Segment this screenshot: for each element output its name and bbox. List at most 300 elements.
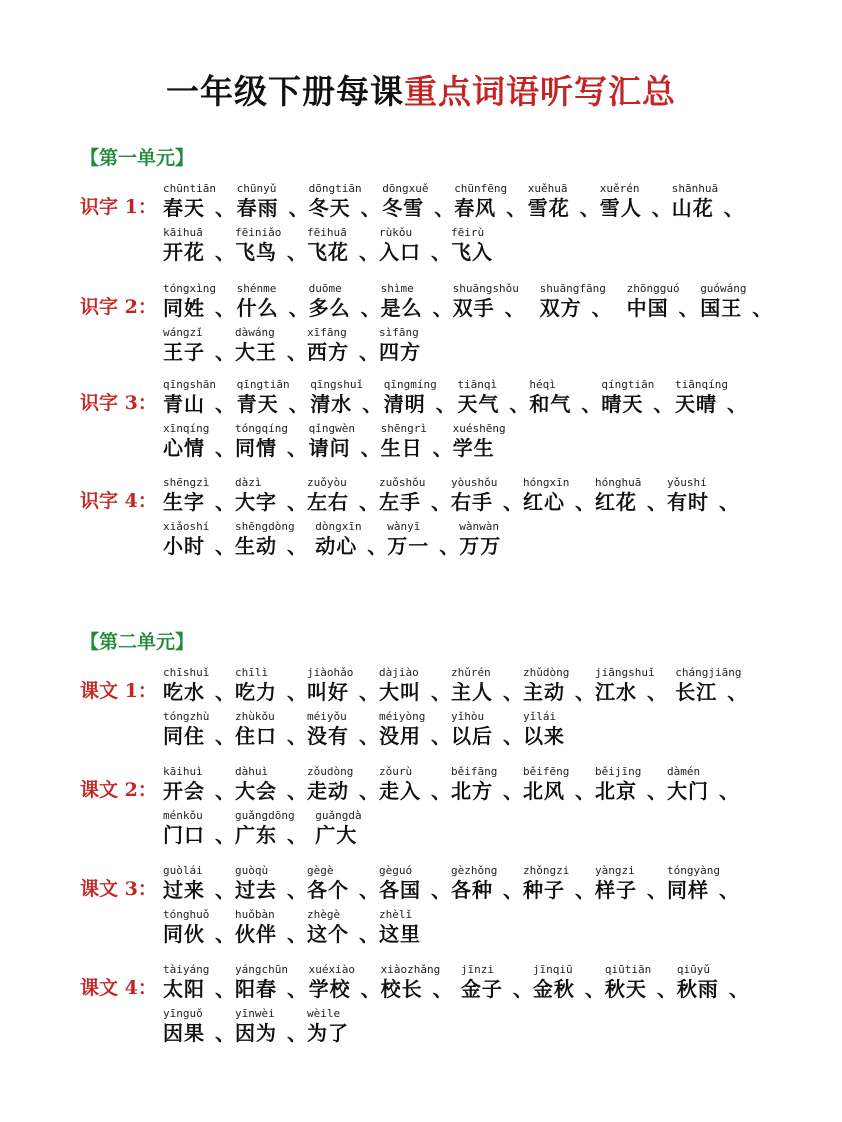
hanzi: 各国: [379, 878, 421, 902]
separator: 、: [647, 490, 667, 514]
pinyin: wèile: [307, 1007, 341, 1020]
separator: 、: [752, 296, 773, 320]
hanzi: 是么: [380, 296, 423, 320]
vocab-word: [163, 226, 215, 268]
hanzi: 过来: [163, 878, 205, 902]
hanzi: 飞花: [307, 240, 349, 264]
hanzi: 飞入: [451, 240, 493, 264]
pinyin: zhǒngzi: [523, 864, 570, 877]
pinyin: jiàohǎo: [307, 666, 354, 679]
hanzi: 长江: [675, 680, 718, 704]
separator: 、: [439, 534, 460, 558]
vocab-word: [457, 378, 509, 420]
pinyin: běifāng: [451, 765, 498, 778]
separator: 、: [503, 724, 523, 748]
pinyin: dàzì: [235, 476, 262, 489]
vocab-word: [384, 378, 438, 420]
pinyin: qīngtiān: [236, 378, 290, 391]
separator: 、: [288, 196, 309, 220]
hanzi: 王子: [163, 340, 205, 364]
hanzi: 没有: [307, 724, 349, 748]
separator: 、: [719, 878, 739, 902]
vocab-word: [672, 182, 724, 224]
separator: 、: [215, 922, 235, 946]
hanzi: 太阳: [163, 977, 205, 1001]
hanzi: 主人: [451, 680, 493, 704]
hanzi: 左右: [307, 490, 349, 514]
pinyin: hóngxīn: [523, 476, 570, 489]
hanzi: 住口: [235, 724, 277, 748]
hanzi: 大叫: [379, 680, 421, 704]
hanzi: 北风: [523, 779, 565, 803]
separator: 、: [215, 436, 235, 460]
hanzi: 吃力: [235, 680, 277, 704]
pinyin: běifēng: [523, 765, 570, 778]
separator: 、: [727, 392, 747, 416]
vocab-word: [307, 666, 359, 708]
pinyin: dōngxuě: [382, 182, 429, 195]
hanzi: 雪人: [599, 196, 642, 220]
vocab-word: [309, 963, 361, 1005]
pinyin: tónghuǒ: [163, 908, 210, 921]
pinyin: dàjiào: [379, 666, 419, 679]
separator: 、: [360, 196, 381, 220]
pinyin: guǎngdōng: [235, 809, 295, 822]
pinyin: rùkǒu: [379, 226, 413, 239]
vocab-word: [677, 963, 729, 1005]
separator: 、: [360, 436, 381, 460]
hanzi: 天气: [457, 392, 500, 416]
pinyin: tàiyáng: [163, 963, 210, 976]
pinyin: fēihuā: [307, 226, 347, 239]
vocab-word: [163, 182, 217, 224]
lesson-label: 课文 1：: [80, 680, 157, 702]
separator: 、: [359, 922, 379, 946]
vocab-word: [235, 226, 287, 268]
vocab-word: [163, 765, 215, 807]
hanzi: 万一: [387, 534, 430, 558]
separator: 、: [579, 196, 600, 220]
hanzi: 开花: [163, 240, 205, 264]
pinyin: yǐlái: [523, 710, 557, 723]
vocab-word: [595, 864, 647, 906]
hanzi: 校长: [380, 977, 423, 1001]
separator: 、: [215, 534, 235, 558]
separator: 、: [432, 977, 453, 1001]
hanzi: 吃水: [163, 680, 205, 704]
word-row: [161, 182, 801, 224]
pinyin: yàngzi: [595, 864, 635, 877]
hanzi: 和气: [529, 392, 572, 416]
hanzi: 江水: [595, 680, 637, 704]
hanzi: 生字: [163, 490, 205, 514]
separator: 、: [287, 240, 307, 264]
separator: 、: [215, 680, 235, 704]
vocab-word: [605, 963, 657, 1005]
separator: 、: [360, 296, 381, 320]
vocab-word: [163, 710, 215, 752]
separator: 、: [647, 680, 667, 704]
word-row: [161, 864, 801, 906]
pinyin: wànyī: [387, 520, 421, 533]
pinyin: dàmén: [667, 765, 701, 778]
vocab-word: [529, 378, 581, 420]
separator: 、: [728, 977, 749, 1001]
separator: 、: [359, 490, 379, 514]
pinyin: yīnwèi: [235, 1007, 275, 1020]
hanzi: 这里: [379, 922, 421, 946]
word-row: [161, 809, 801, 851]
pinyin: dàhuì: [235, 765, 269, 778]
separator: 、: [431, 490, 451, 514]
separator: 、: [360, 977, 381, 1001]
word-row: [161, 226, 801, 268]
pinyin: qiūyǔ: [676, 963, 711, 976]
hanzi: 秋天: [604, 977, 647, 1001]
vocab-word: [379, 326, 431, 368]
separator: 、: [651, 196, 672, 220]
separator: 、: [431, 680, 451, 704]
vocab-word: [163, 378, 217, 420]
pinyin: shēngzì: [163, 476, 210, 489]
vocab-word: [235, 476, 287, 518]
vocab-word: [379, 765, 431, 807]
hanzi: 心情: [163, 436, 205, 460]
separator: 、: [215, 779, 235, 803]
separator: 、: [653, 392, 674, 416]
separator: 、: [215, 1021, 235, 1045]
pinyin: méiyǒu: [307, 710, 347, 723]
separator: 、: [503, 490, 523, 514]
separator: 、: [506, 196, 527, 220]
pinyin: shuāngshǒu: [452, 282, 519, 295]
separator: 、: [723, 196, 744, 220]
hanzi: 过去: [235, 878, 277, 902]
pinyin: guòlái: [163, 864, 203, 877]
separator: 、: [719, 490, 739, 514]
word-row: [161, 1007, 801, 1049]
separator: 、: [591, 296, 612, 320]
vocab-word: [627, 282, 681, 324]
word-row: [161, 666, 801, 708]
hanzi: 红花: [595, 490, 637, 514]
pinyin: zhùkǒu: [235, 710, 275, 723]
vocab-word: [667, 864, 721, 906]
hanzi: 叫好: [307, 680, 349, 704]
separator: 、: [503, 680, 523, 704]
vocab-word: [235, 864, 287, 906]
hanzi: 红心: [523, 490, 565, 514]
vocab-word: [163, 476, 215, 518]
separator: 、: [656, 977, 677, 1001]
hanzi: 双方: [539, 296, 582, 320]
pinyin: qíngtiān: [601, 378, 655, 391]
pinyin: tóngyàng: [667, 864, 720, 877]
separator: 、: [509, 392, 530, 416]
pinyin: zhǔrén: [451, 666, 491, 679]
pinyin: qǐngwèn: [308, 422, 355, 435]
separator: 、: [287, 724, 307, 748]
pinyin: tiānqì: [457, 378, 498, 391]
vocab-word: [235, 666, 287, 708]
vocab-word: [523, 476, 575, 518]
separator: 、: [215, 878, 235, 902]
vocab-word: [523, 864, 575, 906]
separator: 、: [647, 878, 667, 902]
pinyin: yǒushí: [667, 476, 707, 489]
unit-heading: 【第二单元】: [80, 631, 195, 653]
pinyin: hónghuā: [595, 476, 642, 489]
separator: 、: [215, 823, 235, 847]
hanzi: 北方: [451, 779, 493, 803]
pinyin: guǎngdà: [315, 809, 362, 822]
vocab-word: [309, 182, 363, 224]
separator: 、: [215, 340, 235, 364]
pinyin: yángchūn: [235, 963, 288, 976]
hanzi: 广大: [315, 823, 358, 847]
hanzi: 这个: [307, 922, 349, 946]
vocab-word: [315, 809, 367, 851]
separator: 、: [512, 977, 533, 1001]
hanzi: 同住: [163, 724, 205, 748]
separator: 、: [287, 878, 307, 902]
lesson-label: 识字 4：: [80, 490, 157, 512]
lesson-label: 识字 2：: [80, 296, 157, 318]
separator: 、: [215, 296, 235, 320]
pinyin: zhèlǐ: [379, 908, 413, 921]
vocab-word: [595, 765, 647, 807]
vocab-word: [379, 476, 431, 518]
hanzi: 山花: [671, 196, 714, 220]
pinyin: chūntiān: [163, 182, 216, 195]
pinyin: yǐhòu: [451, 710, 485, 723]
hanzi: 走入: [379, 779, 421, 803]
separator: 、: [287, 534, 307, 558]
separator: 、: [678, 296, 699, 320]
pinyin: shénme: [236, 282, 277, 295]
pinyin: zǒurù: [379, 765, 413, 778]
vocab-word: [237, 282, 289, 324]
hanzi: 动心: [315, 534, 358, 558]
pinyin: tóngqíng: [235, 422, 288, 435]
vocab-word: [454, 182, 508, 224]
vocab-word: [379, 710, 431, 752]
separator: 、: [432, 436, 453, 460]
hanzi: 春天: [163, 196, 205, 220]
separator: 、: [359, 340, 379, 364]
separator: 、: [575, 779, 595, 803]
vocab-word: [451, 226, 503, 268]
hanzi: 大王: [235, 340, 277, 364]
vocab-word: [310, 378, 364, 420]
vocab-word: [381, 282, 433, 324]
word-row: [161, 765, 801, 807]
separator: 、: [584, 977, 605, 1001]
hanzi: 同伙: [163, 922, 205, 946]
separator: 、: [362, 392, 383, 416]
pinyin: shēngdòng: [235, 520, 295, 533]
hanzi: 左手: [379, 490, 421, 514]
separator: 、: [287, 436, 307, 460]
pinyin: xuéshēng: [452, 422, 506, 435]
pinyin: fēirù: [451, 226, 485, 239]
pinyin: méiyòng: [379, 710, 426, 723]
hanzi: 请问: [308, 436, 351, 460]
pinyin: jiāngshuǐ: [595, 666, 655, 679]
pinyin: zǒudòng: [307, 765, 354, 778]
vocab-word: [163, 963, 215, 1005]
vocab-word: [235, 908, 287, 950]
vocab-word: [163, 282, 217, 324]
hanzi: 雪花: [527, 196, 570, 220]
hanzi: 春雨: [236, 196, 279, 220]
pinyin: tóngxìng: [163, 282, 216, 295]
word-row: [161, 422, 801, 464]
hanzi: 金子: [460, 977, 503, 1001]
lesson-label: 课文 4：: [80, 977, 157, 999]
hanzi: 天晴: [675, 392, 717, 416]
hanzi: 清明: [383, 392, 426, 416]
separator: 、: [359, 779, 379, 803]
separator: 、: [359, 724, 379, 748]
hanzi: 西方: [307, 340, 349, 364]
hanzi: 同姓: [163, 296, 205, 320]
page-title: [0, 66, 842, 113]
pinyin: chūnfēng: [454, 182, 508, 195]
separator: 、: [287, 977, 307, 1001]
vocab-word: [307, 864, 359, 906]
hanzi: 大字: [235, 490, 277, 514]
pinyin: gèguó: [379, 864, 413, 877]
vocab-word: [667, 765, 719, 807]
hanzi: 生日: [380, 436, 423, 460]
separator: 、: [503, 878, 523, 902]
vocab-word: [237, 378, 291, 420]
hanzi: 以后: [451, 724, 493, 748]
hanzi: 种子: [523, 878, 565, 902]
pinyin: shìme: [380, 282, 414, 295]
vocab-word: [451, 864, 503, 906]
vocab-word: [163, 1007, 215, 1049]
vocab-word: [309, 422, 361, 464]
separator: 、: [504, 296, 525, 320]
vocab-word: [382, 182, 434, 224]
separator: 、: [215, 240, 235, 264]
separator: 、: [719, 779, 739, 803]
hanzi: 各个: [307, 878, 349, 902]
pinyin: tiānqíng: [675, 378, 728, 391]
pinyin: ménkǒu: [163, 809, 203, 822]
pinyin: shānhuā: [671, 182, 719, 195]
separator: 、: [647, 779, 667, 803]
pinyin: qiūtiān: [604, 963, 652, 976]
vocab-word: [163, 864, 215, 906]
separator: 、: [287, 680, 307, 704]
vocab-word: [379, 666, 431, 708]
separator: 、: [287, 1021, 307, 1045]
hanzi: 开会: [163, 779, 205, 803]
hanzi: 国王: [700, 296, 743, 320]
pinyin: dàwáng: [235, 326, 275, 339]
vocab-word: [307, 908, 359, 950]
separator: 、: [359, 680, 379, 704]
hanzi: 金秋: [532, 977, 575, 1001]
pinyin: xiǎoshí: [163, 520, 210, 533]
pinyin: fēiniǎo: [235, 226, 282, 239]
vocab-word: [307, 226, 359, 268]
hanzi: 伙伴: [235, 922, 277, 946]
vocab-word: [163, 809, 215, 851]
hanzi: 北京: [595, 779, 637, 803]
lesson-label: 识字 3：: [80, 392, 157, 414]
pinyin: zuǒyòu: [307, 476, 347, 489]
pinyin: yòushǒu: [451, 476, 498, 489]
word-row: [161, 282, 801, 324]
pinyin: chīlì: [235, 666, 269, 679]
separator: 、: [575, 878, 595, 902]
separator: 、: [215, 392, 235, 416]
hanzi: 因为: [235, 1021, 277, 1045]
vocab-word: [523, 765, 575, 807]
lesson-label: 课文 2：: [80, 779, 157, 801]
vocab-word: [235, 422, 289, 464]
pinyin: tóngzhù: [163, 710, 210, 723]
hanzi: 为了: [307, 1021, 349, 1045]
vocab-word: [387, 520, 439, 562]
vocab-word: [600, 182, 652, 224]
pinyin: wángzǐ: [163, 326, 203, 339]
hanzi: 主动: [523, 680, 565, 704]
vocab-word: [459, 520, 511, 562]
vocab-word: [533, 963, 585, 1005]
hanzi: 同样: [667, 878, 709, 902]
pinyin: dōngtiān: [308, 182, 362, 195]
separator: 、: [431, 724, 451, 748]
pinyin: xīfāng: [307, 326, 347, 339]
hanzi: 清水: [310, 392, 353, 416]
vocab-word: [307, 710, 359, 752]
hanzi: 四方: [379, 340, 421, 364]
vocab-word: [235, 326, 287, 368]
hanzi: 有时: [667, 490, 709, 514]
hanzi: 晴天: [601, 392, 644, 416]
hanzi: 生动: [235, 534, 277, 558]
hanzi: 右手: [451, 490, 493, 514]
pinyin: zhègè: [307, 908, 341, 921]
pinyin: jīnqiū: [532, 963, 573, 976]
pinyin: zuǒshǒu: [379, 476, 426, 489]
lesson-label: 识字 1：: [80, 196, 157, 218]
pinyin: héqì: [529, 378, 556, 391]
vocab-word: [528, 182, 580, 224]
separator: 、: [287, 779, 307, 803]
pinyin: xuéxiào: [308, 963, 355, 976]
vocab-word: [307, 326, 359, 368]
vocab-word: [235, 765, 287, 807]
hanzi: 青山: [163, 392, 205, 416]
pinyin: sìfāng: [379, 326, 419, 339]
separator: 、: [431, 779, 451, 803]
vocab-word: [235, 963, 289, 1005]
pinyin: xiàozhǎng: [380, 963, 441, 976]
vocab-word: [309, 282, 361, 324]
title-part-2: 重点词语听写汇总: [404, 72, 676, 111]
pinyin: zhǔdòng: [523, 666, 570, 679]
pinyin: guówáng: [700, 282, 747, 295]
vocab-word: [307, 1007, 359, 1049]
pinyin: xuěhuā: [527, 182, 568, 195]
separator: 、: [287, 922, 307, 946]
